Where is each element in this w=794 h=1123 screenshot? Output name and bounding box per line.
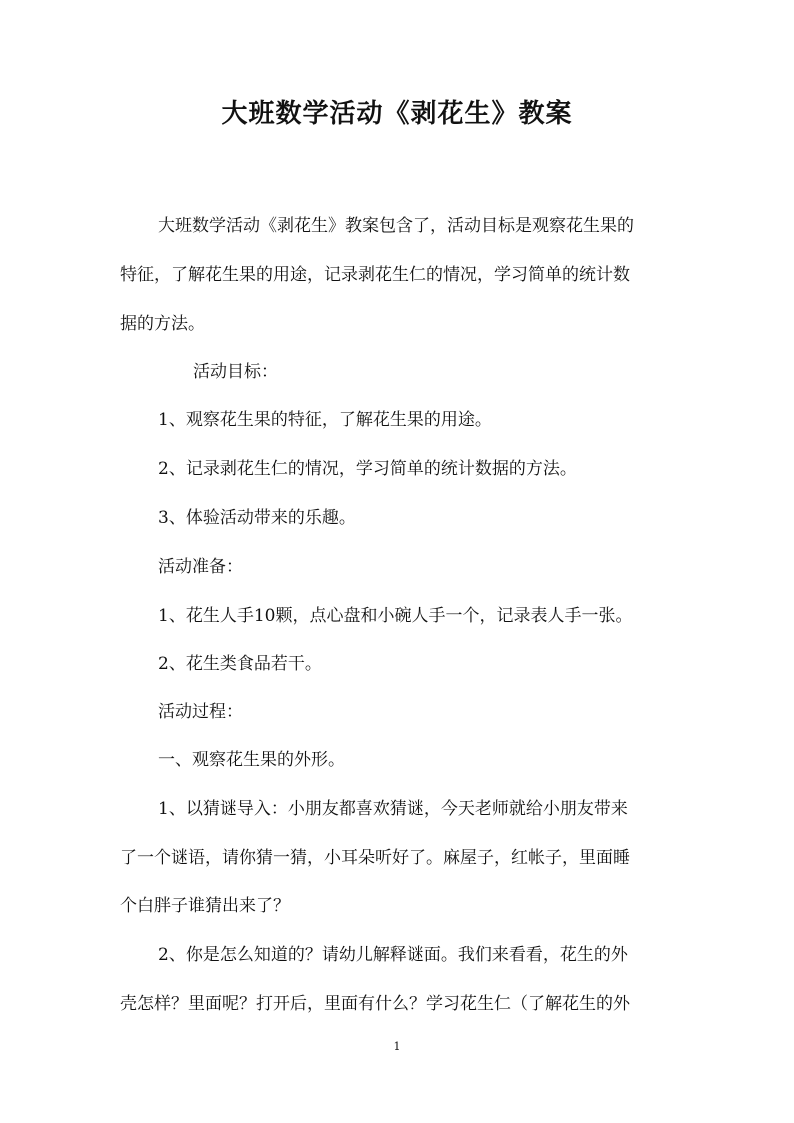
paragraph-line: 2、你是怎么知道的？请幼儿解释谜面。我们来看看，花生的外 [158, 945, 628, 965]
paragraph-line: 了一个谜语，请你猜一猜，小耳朵听好了。麻屋子，红帐子，里面睡 [120, 848, 630, 868]
list-item: 3、体验活动带来的乐趣。 [158, 508, 356, 528]
paragraph-line: 个白胖子谁猜出来了？ [120, 896, 290, 916]
section-heading: 活动过程： [158, 702, 243, 722]
paragraph-line: 特征，了解花生果的用途，记录剥花生仁的情况，学习简单的统计数 [120, 265, 630, 285]
list-item: 1、花生人手10颗，点心盘和小碗人手一个，记录表人手一张。 [158, 606, 633, 626]
section-heading: 活动准备： [158, 557, 243, 577]
list-item: 1、观察花生果的特征，了解花生果的用途。 [158, 410, 492, 430]
paragraph-line: 壳怎样？里面呢？打开后，里面有什么？学习花生仁（了解花生的外 [120, 994, 630, 1014]
list-item: 2、花生类食品若干。 [158, 654, 322, 674]
paragraph-line: 据的方法。 [120, 314, 205, 334]
list-item: 2、记录剥花生仁的情况，学习简单的统计数据的方法。 [158, 459, 577, 479]
page-number: 1 [393, 1040, 401, 1053]
document-title: 大班数学活动《剥花生》教案 [221, 99, 573, 129]
section-heading: 活动目标： [193, 362, 278, 382]
subsection-heading: 一、观察花生果的外形。 [158, 750, 345, 770]
paragraph-line: 大班数学活动《剥花生》教案包含了，活动目标是观察花生果的 [158, 216, 634, 236]
paragraph-line: 1、以猜谜导入：小朋友都喜欢猜谜，今天老师就给小朋友带来 [158, 799, 628, 819]
